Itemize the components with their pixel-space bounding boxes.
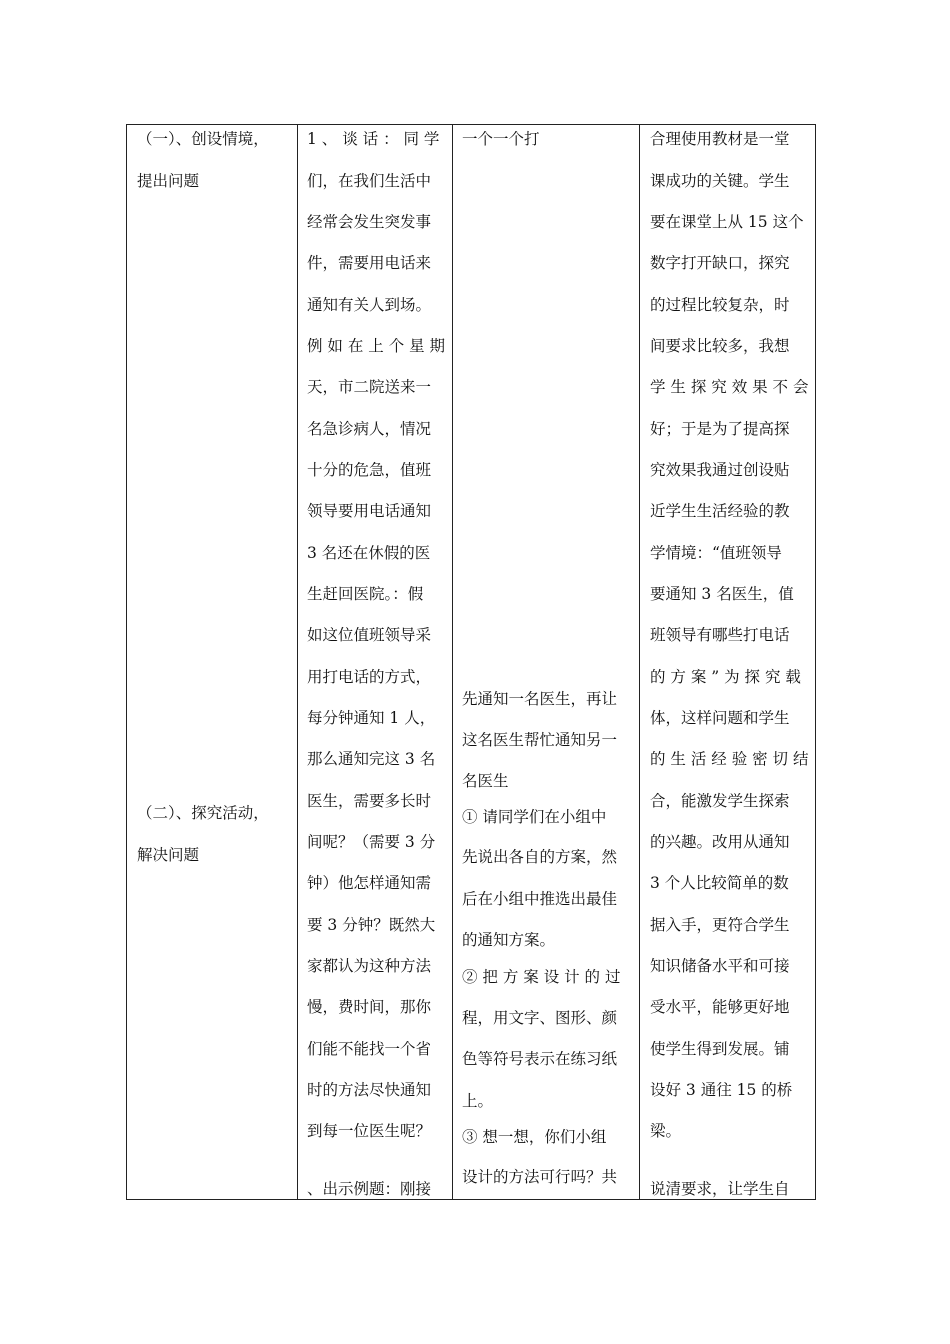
teacher-line: 们，在我们生活中 <box>307 172 432 190</box>
teacher-line: 每分钟通知 1 人， <box>307 709 436 727</box>
intent-line: 梁。 <box>650 1122 682 1140</box>
student-line: ③ 想一想，你们小组 <box>462 1128 607 1146</box>
teacher-line: 件，需要用电话来 <box>307 254 432 272</box>
teacher-line: 间呢？（需要 3 分 <box>307 833 436 851</box>
intent-line: 近学生生活经验的教 <box>650 502 790 520</box>
teacher-line: 们能不能找一个省 <box>307 1040 432 1058</box>
intent-line: 合，能激发学生探索 <box>650 792 790 810</box>
student-line: 色等符号表示在练习纸 <box>462 1050 618 1068</box>
student-line: ② 把 方 案 设 计 的 过 <box>462 968 621 986</box>
teacher-line: 用打电话的方式， <box>307 668 432 686</box>
student-line: 一个一个打 <box>462 130 540 148</box>
intent-line: 据入手，更符合学生 <box>650 916 790 934</box>
teacher-line: 天，市二院送来一 <box>307 378 432 396</box>
intent-line: 要通知 3 名医生，值 <box>650 585 794 603</box>
teacher-line: 生赶回医院。：假 <box>307 585 424 603</box>
intent-line: 的兴趣。改用从通知 <box>650 833 790 851</box>
teacher-line: 慢，费时间，那你 <box>307 998 432 1016</box>
student-line: 先通知一名医生，再让 <box>462 690 618 708</box>
teacher-line: 家都认为这种方法 <box>307 957 432 975</box>
student-line: 这名医生帮忙通知另一 <box>462 731 618 749</box>
teacher-line: 、出示例题：刚接 <box>307 1180 432 1198</box>
intent-line: 使学生得到发展。铺 <box>650 1040 790 1058</box>
intent-line: 数字打开缺口，探究 <box>650 254 790 272</box>
intent-line: 的 生 活 经 验 密 切 结 <box>650 750 809 768</box>
intent-line: 设好 3 通往 15 的桥 <box>650 1081 793 1099</box>
student-activity-column <box>452 125 639 1199</box>
student-line: 设计的方法可行吗？共 <box>462 1168 618 1186</box>
teacher-line: 1 、 谈 话 ： 同 学 <box>307 130 440 148</box>
intent-line: 知识储备水平和可接 <box>650 957 790 975</box>
stage-1-line-1: （一）、创设情境， <box>137 130 269 148</box>
teacher-line: 例 如 在 上 个 星 期 <box>307 337 446 355</box>
teacher-line: 要 3 分钟？既然大 <box>307 916 436 934</box>
student-line: 先说出各自的方案，然 <box>462 848 618 866</box>
teacher-line: 到每一位医生呢？ <box>307 1122 432 1140</box>
student-line: 名医生 <box>462 772 509 790</box>
student-line: 程，用文字、图形、颜 <box>462 1009 618 1027</box>
intent-line: 好；于是为了提高探 <box>650 420 790 438</box>
design-intent-column <box>639 125 815 1199</box>
student-line: 后在小组中推选出最佳 <box>462 890 618 908</box>
teacher-line: 领导要用电话通知 <box>307 502 432 520</box>
intent-line: 的过程比较复杂，时 <box>650 296 790 314</box>
student-line: ① 请同学们在小组中 <box>462 808 607 826</box>
teacher-line: 经常会发生突发事 <box>307 213 432 231</box>
teacher-line: 钟）他怎样通知需 <box>307 874 432 892</box>
teacher-line: 时的方法尽快通知 <box>307 1081 432 1099</box>
intent-line: 间要求比较多，我想 <box>650 337 790 355</box>
teacher-line: 那么通知完这 3 名 <box>307 750 436 768</box>
stage-1-line-2: 提出问题 <box>137 172 200 190</box>
intent-line: 体，这样问题和学生 <box>650 709 790 727</box>
intent-line: 学情境：“值班领导 <box>650 544 782 562</box>
teacher-line: 医生，需要多长时 <box>307 792 432 810</box>
intent-line: 3 个人比较简单的数 <box>650 874 789 892</box>
teacher-line: 如这位值班领导采 <box>307 626 432 644</box>
stage-2-line-1: （二）、探究活动， <box>137 804 269 822</box>
teacher-line: 通知有关人到场。 <box>307 296 432 314</box>
teacher-activity-column <box>297 125 452 1199</box>
lesson-plan-table <box>126 124 816 1200</box>
intent-line: 合理使用教材是一堂 <box>650 130 790 148</box>
intent-line: 课成功的关键。学生 <box>650 172 790 190</box>
teacher-line: 十分的危急，值班 <box>307 461 432 479</box>
teacher-line: 名急诊病人，情况 <box>307 420 432 438</box>
student-line: 上。 <box>462 1092 494 1110</box>
stage-2-line-2: 解决问题 <box>137 846 200 864</box>
intent-line: 究效果我通过创设贴 <box>650 461 790 479</box>
stage-column <box>127 125 297 1199</box>
intent-line: 的 方 案 ” 为 探 究 载 <box>650 668 801 686</box>
intent-line: 要在课堂上从 15 这个 <box>650 213 804 231</box>
intent-line: 学 生 探 究 效 果 不 会 <box>650 378 809 396</box>
teacher-line: 3 名还在休假的医 <box>307 544 431 562</box>
intent-line: 说清要求，让学生自 <box>650 1180 790 1198</box>
intent-line: 受水平，能够更好地 <box>650 998 790 1016</box>
student-line: 的通知方案。 <box>462 931 556 949</box>
intent-line: 班领导有哪些打电话 <box>650 626 790 644</box>
